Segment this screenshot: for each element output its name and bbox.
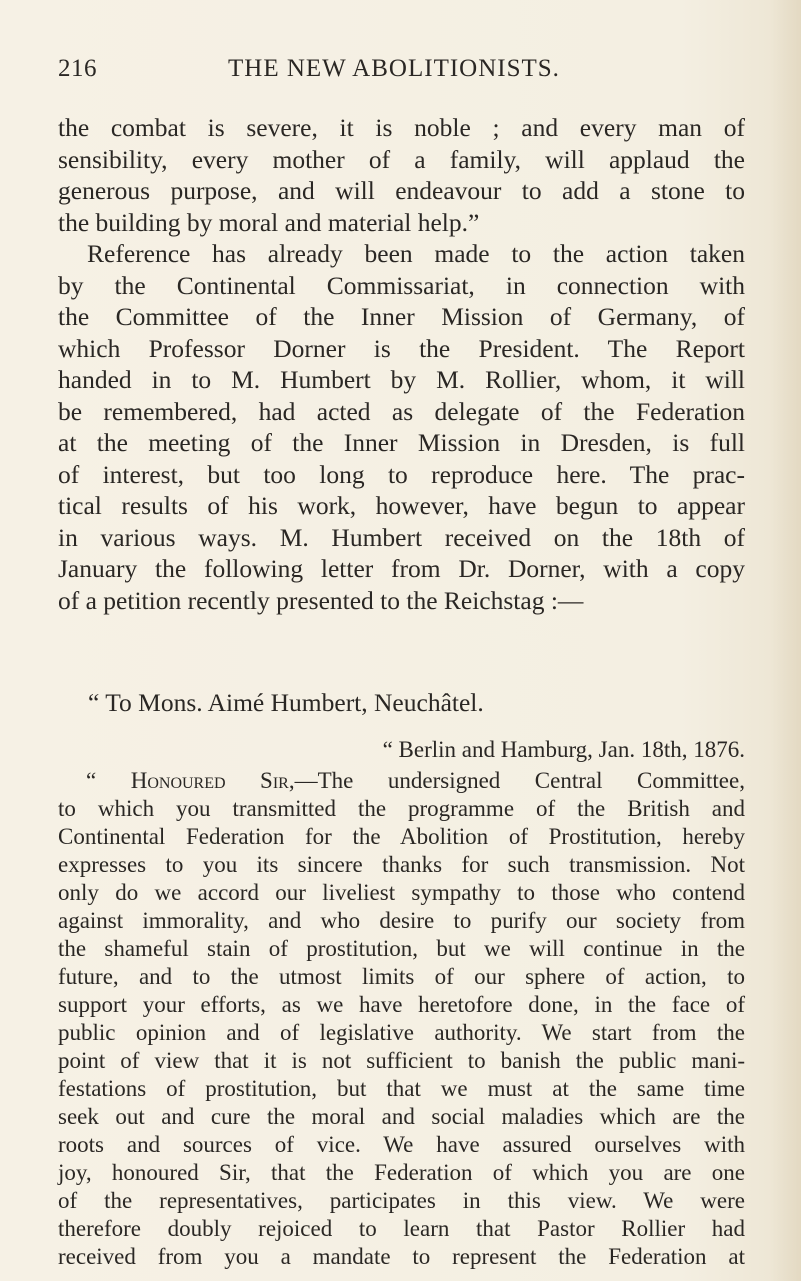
body-line: sensibility, every mother of a family, will applaud the [58,144,745,174]
body-line: the Committee of the Inner Mission of Germany, of [58,302,745,331]
letter-line: point of view that it is not sufficient to banish the public mani- [58,1048,745,1073]
running-title: THE NEW ABOLITIONISTS. [228,55,560,82]
letter-first-line [58,767,745,795]
letter-line: therefore doubly rejoiced to learn that Pastor Rollier had [58,1216,745,1241]
letter-address: “ To Mons. Aimé Humbert, Neuchâtel. [88,688,484,717]
letter-line: Continental Federation for the Abolition of Prostitution, hereby [58,824,745,849]
body-line: which Professor Dorner is the President. The Report [58,333,745,363]
body-paragraphs [58,112,745,616]
body-line: in various ways. M. Humbert received on the 18th of [58,522,745,552]
letter-line: public opinion and of legislative authority. We start from the [58,1020,745,1045]
letter-dateline: “ Berlin and Hamburg, Jan. 18th, 1876. [382,737,745,762]
body-line: of a petition recently presented to the Reichstag :— [58,585,584,615]
letter-line: expresses to you its sincere thanks for such transmission. Not [58,852,745,877]
letter-line: festations of prostitution, but that we must at the same time [58,1076,745,1101]
body-line: at the meeting of the Inner Mission in Dresden, is full [58,428,745,457]
letter-body [58,767,745,1271]
page-number: 216 [58,55,97,82]
body-line: generous purpose, and will endeavour to add a stone to [58,176,745,205]
letter-line: the shameful stain of prostitution, but we will continue in the [58,936,745,961]
letter-line: joy, honoured Sir, that the Federation of which you are one [58,1160,745,1185]
letter-first-line-rest: —The undersigned Central Committee, [294,768,745,793]
body-line: tical results of his work, however, have begun to appear [58,491,745,520]
letter-line: support your efforts, as we have heretofore done, in the face of [58,992,745,1017]
body-line: January the following letter from Dr. Dorner, with a copy [58,554,745,583]
letter-line: roots and sources of vice. We have assured ourselves with [58,1132,745,1157]
letter-line: of the representatives, participates in this view. We were [58,1188,745,1213]
letter-line: future, and to the utmost limits of our sphere of action, to [58,964,745,989]
letter-line: to which you transmitted the programme of the British and [58,796,745,821]
body-line: by the Continental Commissariat, in connection with [58,270,745,300]
body-line: the building by moral and material help.” [58,207,480,237]
letter-line: only do we accord our liveliest sympathy to those who contend [58,880,745,905]
letter-line: received from you a mandate to represent the Federation at [58,1244,745,1269]
body-line: the combat is severe, it is noble ; and every man of [58,113,745,142]
letter-salutation: “ Honoured Sir, [86,768,295,793]
body-line: be remembered, had acted as delegate of the Federation [58,396,745,426]
body-line: Reference has already been made to the action taken [87,239,745,268]
page-header [58,55,718,85]
body-line: of interest, but too long to reproduce here. The prac- [58,459,745,489]
body-line: handed in to M. Humbert by M. Rollier, whom, it will [58,365,745,394]
letter-line: seek out and cure the moral and social maladies which are the [58,1104,745,1129]
letter-line: against immorality, and who desire to purify our society from [58,908,745,933]
